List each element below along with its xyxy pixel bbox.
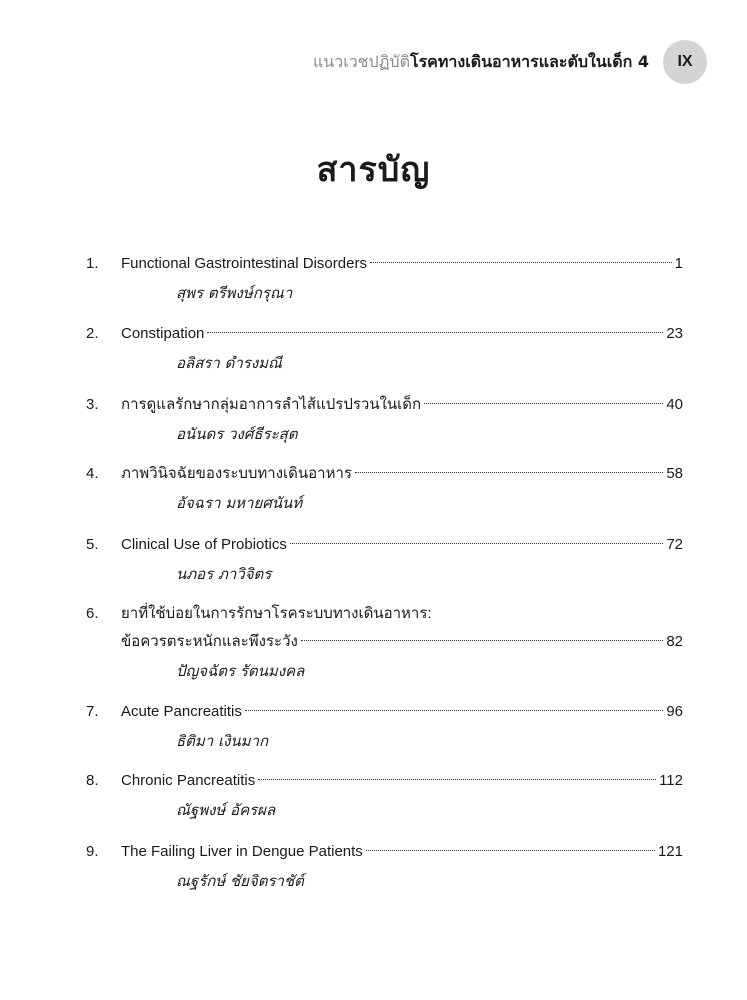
- entry-title[interactable]: การดูแลรักษากลุ่มอาการลำไส้แปรปรวนในเด็ก: [121, 396, 422, 413]
- entry-author: ธิติมา เงินมาก: [176, 732, 269, 750]
- toc-title: สารบัญ: [316, 150, 431, 190]
- entry-author: ปัญจฉัตร รัตนมงคล: [176, 662, 305, 680]
- dot-leader: [424, 403, 663, 404]
- entry-page: 112: [659, 772, 683, 789]
- dot-leader: [366, 850, 655, 851]
- entry-page: 40: [666, 396, 683, 413]
- entry-author: อลิสรา ดำรงมณี: [176, 354, 282, 372]
- entry-author: ณัฐพงษ์ อัครผล: [176, 801, 276, 819]
- dot-leader: [370, 262, 672, 263]
- entry-page: 72: [666, 536, 683, 553]
- entry-title[interactable]: Clinical Use of Probiotics: [121, 536, 287, 553]
- entry-title-line1[interactable]: ยาที่ใช้บ่อยในการรักษาโรคระบบทางเดินอาหาร:: [121, 605, 432, 622]
- entry-title[interactable]: Constipation: [121, 325, 205, 342]
- running-title-bold: โรคทางเดินอาหารและตับในเด็ก 4: [409, 51, 649, 71]
- entry-page: 121: [657, 843, 683, 860]
- entry-number: 6.: [86, 605, 99, 622]
- entry-title[interactable]: Chronic Pancreatitis: [121, 772, 256, 789]
- entry-author: สุพร ตรีพงษ์กรุณา: [176, 284, 293, 302]
- entry-title[interactable]: ภาพวินิจฉัยของระบบทางเดินอาหาร: [121, 465, 352, 482]
- entry-number: 7.: [86, 703, 99, 720]
- entry-author: นภอร ภาวิจิตร: [176, 565, 272, 583]
- entry-number: 3.: [86, 396, 99, 413]
- entry-author: อัจฉรา มหายศนันท์: [176, 494, 303, 512]
- dot-leader: [258, 779, 656, 780]
- entry-title[interactable]: Functional Gastrointestinal Disorders: [121, 255, 367, 272]
- entry-author: ณฐรักษ์ ชัยจิตราชัต์: [176, 872, 304, 890]
- entry-page: 96: [666, 703, 683, 720]
- entry-title[interactable]: ข้อควรตระหนักและพึงระวัง: [121, 633, 298, 650]
- dot-leader: [207, 332, 663, 333]
- dot-leader: [290, 543, 663, 544]
- entry-title[interactable]: The Failing Liver in Dengue Patients: [121, 843, 363, 860]
- dot-leader: [245, 710, 663, 711]
- running-title-light: แนวเวชปฏิบัติ: [312, 51, 410, 71]
- entry-number: 9.: [86, 843, 99, 860]
- dot-leader: [355, 472, 663, 473]
- entry-number: 5.: [86, 536, 99, 553]
- entry-title[interactable]: Acute Pancreatitis: [121, 703, 242, 720]
- entry-number: 8.: [86, 772, 99, 789]
- entry-page: 23: [666, 325, 683, 342]
- page-number-badge: IX: [663, 40, 707, 84]
- running-title: [313, 50, 649, 75]
- entry-author: อนันดร วงศ์ธีระสุต: [176, 425, 298, 443]
- entry-page: 82: [666, 633, 683, 650]
- entry-number: 4.: [86, 465, 99, 482]
- entry-number: 2.: [86, 325, 99, 342]
- entry-page: 1: [674, 255, 683, 272]
- page-header: [313, 40, 707, 84]
- dot-leader: [301, 640, 663, 641]
- entry-page: 58: [666, 465, 683, 482]
- entry-number: 1.: [86, 255, 99, 272]
